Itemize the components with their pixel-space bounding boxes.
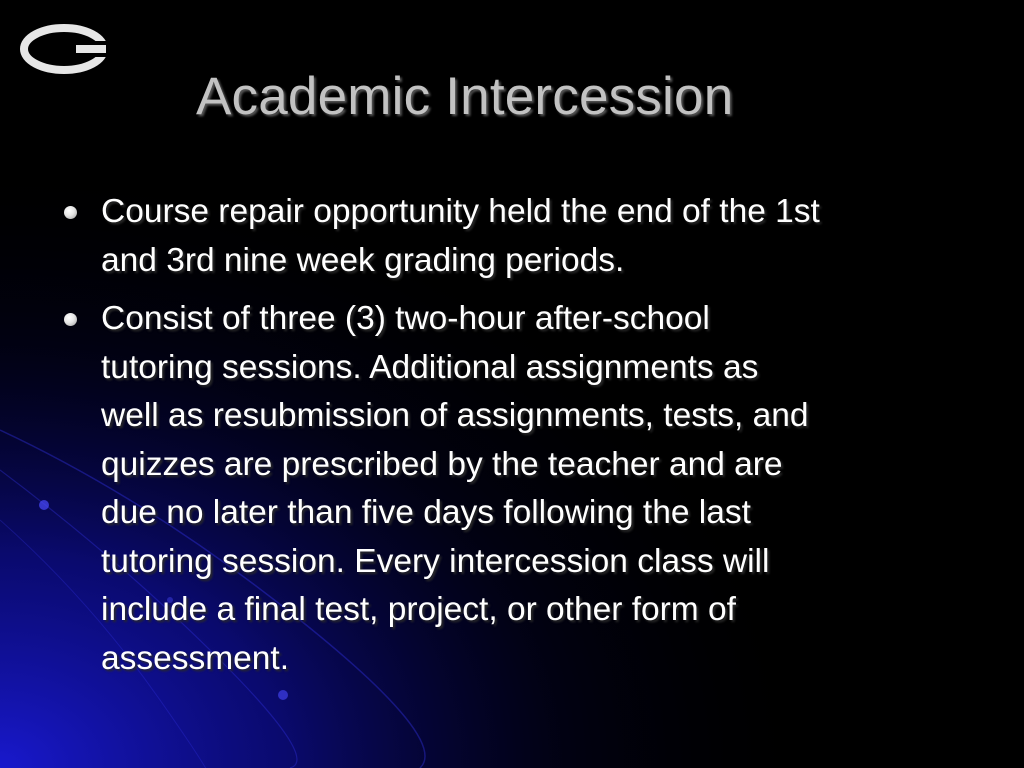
- bullet-text: Course repair opportunity held the end of the 1st and 3rd nine week grading periods.: [101, 193, 820, 279]
- bullet-item: [62, 188, 972, 285]
- bullet-dot-icon: [64, 206, 77, 219]
- bullet-text: Consist of three (3) two-hour after-school tutoring sessions. Additional assignments as well as resubmission of assignments, tests, and quizzes are prescribed by the teacher and are due no later than five days following the last tutoring session. Every intercession class will include a final test, project, or other form of assessment.: [101, 300, 809, 677]
- bullet-dot-icon: [64, 313, 77, 326]
- slide-title: Academic Intercession: [196, 67, 734, 126]
- bullet-list: [62, 188, 972, 693]
- bullet-item: [62, 295, 972, 683]
- c-logo-icon: [18, 22, 114, 76]
